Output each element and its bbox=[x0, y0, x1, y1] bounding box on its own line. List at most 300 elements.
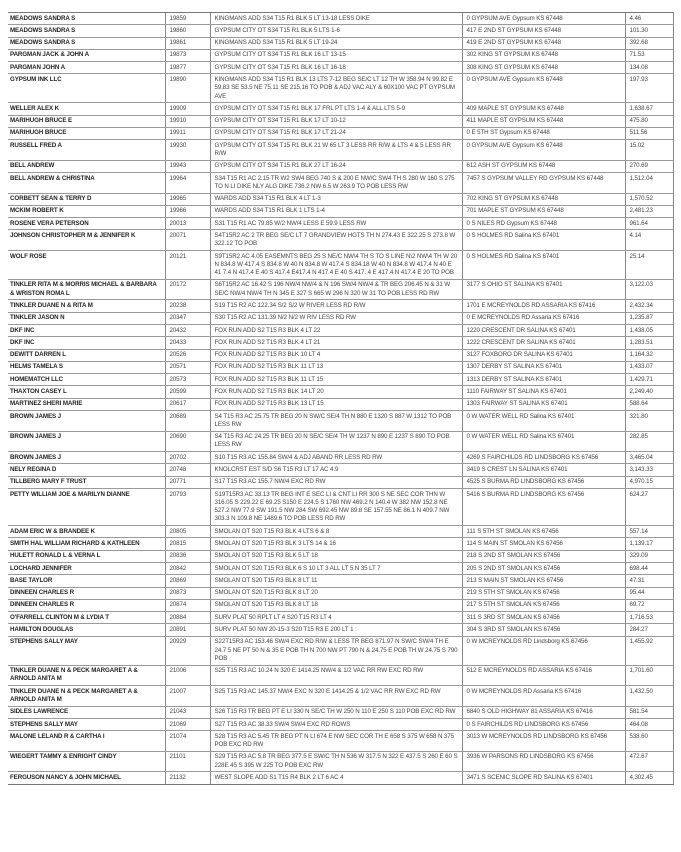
table-row bbox=[8, 250, 673, 279]
owner-cell: MEADOWS SANDRA S bbox=[8, 25, 165, 37]
owner-cell: STEPHENS SALLY MAY bbox=[8, 636, 165, 665]
table-row bbox=[8, 526, 673, 538]
amount-cell: 1,701.60 bbox=[625, 665, 673, 686]
legal-description-cell: S17 T15 R3 AC 155.7 NW/4 EXC RD RW bbox=[210, 476, 462, 488]
owner-cell: MARIHUGH BRUCE bbox=[8, 127, 165, 139]
table-row bbox=[8, 25, 673, 37]
amount-cell: 475.80 bbox=[625, 115, 673, 127]
legal-description-cell: S6T15R2 AC 16.42 S 196 NW/4 NW/4 & N 196 SW/4 NW/4 & TR BEG 206.45 N & 31 W SE/C NW/4 NW/4 TH N 345 E 327 S 665 W 296 N 320 W 31 TO POB LESS RD RW bbox=[210, 279, 462, 300]
parcel-id-cell: 20433 bbox=[165, 337, 210, 349]
owner-cell: MEADOWS SANDRA S bbox=[8, 37, 165, 49]
property-address-cell: 0 GYPSUM AVE Gypsum KS 67448 bbox=[462, 13, 625, 25]
property-address-cell: 0 S FAIRCHILDS RD LINDSBORG KS 67456 bbox=[462, 718, 625, 730]
property-address-cell: 702 KING ST GYPSUM KS 67448 bbox=[462, 193, 625, 205]
parcel-id-cell: 19861 bbox=[165, 37, 210, 49]
amount-cell: 1,235.87 bbox=[625, 312, 673, 324]
table-row bbox=[8, 37, 673, 49]
amount-cell: 4,970.15 bbox=[625, 476, 673, 488]
parcel-id-cell: 19930 bbox=[165, 140, 210, 161]
owner-cell: DINNEEN CHARLES R bbox=[8, 599, 165, 611]
legal-description-cell: WARDS ADD S34 T15 R1 BLK 4 LT 1-3 bbox=[210, 193, 462, 205]
property-address-cell: 411 MAPLE ST GYPSUM KS 67448 bbox=[462, 115, 625, 127]
property-address-cell: 409 MAPLE ST GYPSUM KS 67448 bbox=[462, 103, 625, 115]
amount-cell: 4.14 bbox=[625, 230, 673, 251]
property-address-cell: 0 W MCREYNOLDS RD Lindsborg KS 67456 bbox=[462, 636, 625, 665]
amount-cell: 1,433.07 bbox=[625, 361, 673, 373]
legal-description-cell: SMOLAN OT S20 T15 R3 BLK 8 LT 20 bbox=[210, 587, 462, 599]
legal-description-cell: GYPSUM CITY OT S34 T15 R1 BLK 27 LT 16-24 bbox=[210, 160, 462, 172]
table-row bbox=[8, 550, 673, 562]
table-row bbox=[8, 431, 673, 452]
amount-cell: 961.64 bbox=[625, 218, 673, 230]
owner-cell: TILLBERG MARY F TRUST bbox=[8, 476, 165, 488]
table-row bbox=[8, 103, 673, 115]
property-address-cell: 1307 DERBY ST SALINA KS 67401 bbox=[462, 361, 625, 373]
owner-cell: PARGMAN JOHN A bbox=[8, 62, 165, 74]
property-address-cell: 7457 S GYPSUM VALLEY RD GYPSUM KS 67448 bbox=[462, 172, 625, 193]
property-address-cell: 1303 FAIRWAY ST SALINA KS 67401 bbox=[462, 398, 625, 410]
parcel-id-cell: 21069 bbox=[165, 718, 210, 730]
amount-cell: 15.02 bbox=[625, 140, 673, 161]
parcel-id-cell: 20805 bbox=[165, 526, 210, 538]
table-row bbox=[8, 349, 673, 361]
owner-cell: MALONE LELAND R & CARTHA I bbox=[8, 731, 165, 752]
property-address-cell: 0 GYPSUM AVE Gypsum KS 67448 bbox=[462, 140, 625, 161]
amount-cell: 2,249.40 bbox=[625, 386, 673, 398]
table-row bbox=[8, 172, 673, 193]
amount-cell: 101.30 bbox=[625, 25, 673, 37]
table-row bbox=[8, 731, 673, 752]
owner-cell: STEPHENS SALLY MAY bbox=[8, 718, 165, 730]
property-address-cell: 0 GYPSUM AVE Gypsum KS 67448 bbox=[462, 74, 625, 103]
parcel-id-cell: 20748 bbox=[165, 464, 210, 476]
owner-cell: PARGMAN JACK & JOHN A bbox=[8, 49, 165, 61]
amount-cell: 1,283.51 bbox=[625, 337, 673, 349]
property-address-cell: 4525 S BURMA RD LINDSBORG KS 67456 bbox=[462, 476, 625, 488]
legal-description-cell: S9T15R2 AC 4.05 EASEMNTS BEG 25 S NE/C NW\4 TH S TO S LINE N\2 NW\4 TH W 20 N 834.8 W 417.4 S 834.8 W 40 N 834.8 W 417.4 S 834.18 W 40 N 834.8 W 417.4 N 40 E 41 7.4 N 417.4 E 40 S 417.4 E417.4 N 417.4 E 40 S 417. 4 E 417.4 N 417.4 E 20 TO POB bbox=[210, 250, 462, 279]
owner-cell: BELL ANDREW bbox=[8, 160, 165, 172]
parcel-id-cell: 20121 bbox=[165, 250, 210, 279]
property-address-cell: 1222 CRESCENT DR SALINA KS 67401 bbox=[462, 337, 625, 349]
parcel-id-cell: 20815 bbox=[165, 538, 210, 550]
property-address-cell: 3419 S CREST LN SALINA KS 67401 bbox=[462, 464, 625, 476]
amount-cell: 1,455.92 bbox=[625, 636, 673, 665]
owner-cell: TINKLER JASON N bbox=[8, 312, 165, 324]
owner-cell: SMITH HAL WILLIAM RICHARD & KATHLEEN bbox=[8, 538, 165, 550]
table-row bbox=[8, 361, 673, 373]
property-address-cell: 0 E 5TH ST Gypsum KS 67448 bbox=[462, 127, 625, 139]
parcel-id-cell: 19965 bbox=[165, 193, 210, 205]
amount-cell: 392.68 bbox=[625, 37, 673, 49]
table-row bbox=[8, 587, 673, 599]
table-row bbox=[8, 488, 673, 525]
parcel-id-cell: 20526 bbox=[165, 349, 210, 361]
owner-cell: BELL ANDREW & CHRISTINA bbox=[8, 172, 165, 193]
table-row bbox=[8, 665, 673, 686]
table-row bbox=[8, 410, 673, 431]
table-row bbox=[8, 49, 673, 61]
table-row bbox=[8, 325, 673, 337]
property-address-cell: 311 S 3RD ST SMOLAN KS 67456 bbox=[462, 612, 625, 624]
table-row bbox=[8, 218, 673, 230]
owner-cell: JOHNSON CHRISTOPHER M & JENNIFER K bbox=[8, 230, 165, 251]
parcel-id-cell: 20617 bbox=[165, 398, 210, 410]
property-address-cell: 304 S 3RD ST SMOLAN KS 67456 bbox=[462, 624, 625, 636]
parcel-id-cell: 20432 bbox=[165, 325, 210, 337]
property-address-cell: 6840 S OLD HIGHWAY 81 ASSARIA KS 67416 bbox=[462, 706, 625, 718]
legal-description-cell: S28 T15 R3 AC 5.45 TR BEG PT N LI 674 E NW SEC COR TH E 658 S 375 W 658 N 375 POB EXC RD RW bbox=[210, 731, 462, 752]
legal-description-cell: FOX RUN ADD S2 T15 R3 BLK 4 LT 22 bbox=[210, 325, 462, 337]
owner-cell: ADAM ERIC W & BRANDEE K bbox=[8, 526, 165, 538]
amount-cell: 284.27 bbox=[625, 624, 673, 636]
property-address-cell: 219 S 5TH ST SMOLAN KS 67456 bbox=[462, 587, 625, 599]
delinquent-tax-table bbox=[8, 12, 674, 785]
property-address-cell: 114 S MAIN ST SMOLAN KS 67456 bbox=[462, 538, 625, 550]
parcel-id-cell: 19877 bbox=[165, 62, 210, 74]
amount-cell: 282.85 bbox=[625, 431, 673, 452]
parcel-id-cell: 20771 bbox=[165, 476, 210, 488]
parcel-id-cell: 20891 bbox=[165, 624, 210, 636]
table-row bbox=[8, 718, 673, 730]
parcel-id-cell: 20842 bbox=[165, 562, 210, 574]
parcel-id-cell: 20874 bbox=[165, 599, 210, 611]
table-row bbox=[8, 706, 673, 718]
amount-cell: 624.27 bbox=[625, 488, 673, 525]
table-row bbox=[8, 74, 673, 103]
amount-cell: 3,465.04 bbox=[625, 452, 673, 464]
amount-cell: 134.08 bbox=[625, 62, 673, 74]
legal-description-cell: SMOLAN OT S20 T15 R3 BLK 4 LTS 6 & 8 bbox=[210, 526, 462, 538]
owner-cell: WOLF ROSE bbox=[8, 250, 165, 279]
parcel-id-cell: 21074 bbox=[165, 731, 210, 752]
parcel-id-cell: 19890 bbox=[165, 74, 210, 103]
amount-cell: 1,438.05 bbox=[625, 325, 673, 337]
table-row bbox=[8, 62, 673, 74]
table-row bbox=[8, 230, 673, 251]
table-row bbox=[8, 386, 673, 398]
table-row bbox=[8, 562, 673, 574]
legal-description-cell: KINGMANS ADD S34 T15 R1 BLK 5 LT 19-24 bbox=[210, 37, 462, 49]
owner-cell: TINKLER DUANE N & PECK MARGARET A & ARNOLD ANITA M bbox=[8, 665, 165, 686]
owner-cell: DKF INC bbox=[8, 337, 165, 349]
legal-description-cell: GYPSUM CITY OT S34 T15 R1 BLK 21 W 65 LT 3 LESS RR R/W & LTS 4 & 5 LESS RR R/W bbox=[210, 140, 462, 161]
parcel-id-cell: 19910 bbox=[165, 115, 210, 127]
table-row bbox=[8, 398, 673, 410]
parcel-id-cell: 19859 bbox=[165, 13, 210, 25]
owner-cell: ROSENE VERA PETERSON bbox=[8, 218, 165, 230]
table-row bbox=[8, 160, 673, 172]
parcel-id-cell: 20689 bbox=[165, 410, 210, 431]
amount-cell: 472.67 bbox=[625, 751, 673, 772]
table-row bbox=[8, 312, 673, 324]
property-address-cell: 5416 S BURMA RD LINDSBORG KS 67456 bbox=[462, 488, 625, 525]
property-address-cell: 0 W MCREYNOLDS RD Assaria KS 67416 bbox=[462, 686, 625, 707]
property-address-cell: 111 S 5TH ST SMOLAN KS 67456 bbox=[462, 526, 625, 538]
legal-description-cell: SMOLAN OT S20 T15 R3 BLK 8 LT 11 bbox=[210, 575, 462, 587]
parcel-id-cell: 20071 bbox=[165, 230, 210, 251]
owner-cell: RUSSELL FRED A bbox=[8, 140, 165, 161]
table-row bbox=[8, 636, 673, 665]
parcel-id-cell: 20690 bbox=[165, 431, 210, 452]
legal-description-cell: S26 T15 R3 TR BEG PT E LI 330 N SE/C TH W 250 N 110 E 250 S 110 POB EXC RD RW bbox=[210, 706, 462, 718]
amount-cell: 538.60 bbox=[625, 731, 673, 752]
property-address-cell: 0 S HOLMES RD Salina KS 67401 bbox=[462, 250, 625, 279]
parcel-id-cell: 21132 bbox=[165, 772, 210, 784]
amount-cell: 197.93 bbox=[625, 74, 673, 103]
table-row bbox=[8, 624, 673, 636]
parcel-id-cell: 20702 bbox=[165, 452, 210, 464]
legal-description-cell: GYPSUM CITY OT S34 T15 R1 BLK 16 LT 13-15 bbox=[210, 49, 462, 61]
owner-cell: PETTY WILLIAM JOE & MARILYN DIANNE bbox=[8, 488, 165, 525]
legal-description-cell: SMOLAN OT S20 T15 R3 BLK 6 S 10 LT 3 ALL LT 5 N 35 LT 7 bbox=[210, 562, 462, 574]
property-address-cell: 1313 DERBY ST SALINA KS 67401 bbox=[462, 374, 625, 386]
legal-description-cell: SURV PLAT 50 RPLT LT 4 S20 T15 R3 LT 4 bbox=[210, 612, 462, 624]
owner-cell: TINKLER RITA M & MORRIS MICHAEL & BARBARA & WRISTON ROMA L bbox=[8, 279, 165, 300]
table-row bbox=[8, 575, 673, 587]
parcel-id-cell: 21101 bbox=[165, 751, 210, 772]
table-row bbox=[8, 464, 673, 476]
property-address-cell: 308 KING ST GYPSUM KS 67448 bbox=[462, 62, 625, 74]
parcel-id-cell: 21043 bbox=[165, 706, 210, 718]
parcel-id-cell: 20599 bbox=[165, 386, 210, 398]
owner-cell: MCKIM ROBERT K bbox=[8, 205, 165, 217]
property-address-cell: 701 MAPLE ST GYPSUM KS 67448 bbox=[462, 205, 625, 217]
table-row bbox=[8, 751, 673, 772]
property-address-cell: 302 KING ST GYPSUM KS 67448 bbox=[462, 49, 625, 61]
parcel-id-cell: 20793 bbox=[165, 488, 210, 525]
legal-description-cell: WEST SLOPE ADD S1 T15 R4 BLK 2 LT 6 AC 4 bbox=[210, 772, 462, 784]
legal-description-cell: S27 T15 R3 AC 38.33 SW/4 SW/4 EXC RD ROWS bbox=[210, 718, 462, 730]
property-address-cell: 0 W WATER WELL RD Salina KS 67401 bbox=[462, 410, 625, 431]
legal-description-cell: S4T15R2 AC 2 TR BEG SE/C LT 7 GRANDVIEW HGTS TH N 274.43 E 322.25 S 273.8 W 322.12 TO POB bbox=[210, 230, 462, 251]
table-row bbox=[8, 538, 673, 550]
amount-cell: 1,164.32 bbox=[625, 349, 673, 361]
table-row bbox=[8, 337, 673, 349]
amount-cell: 698.44 bbox=[625, 562, 673, 574]
parcel-id-cell: 19909 bbox=[165, 103, 210, 115]
table-row bbox=[8, 13, 673, 25]
amount-cell: 4,302.45 bbox=[625, 772, 673, 784]
property-address-cell: 205 S 2ND ST SMOLAN KS 67456 bbox=[462, 562, 625, 574]
amount-cell: 1,512.04 bbox=[625, 172, 673, 193]
parcel-id-cell: 20573 bbox=[165, 374, 210, 386]
legal-description-cell: FOX RUN ADD S2 T15 R3 BLK 11 LT 15 bbox=[210, 374, 462, 386]
amount-cell: 2,432.34 bbox=[625, 300, 673, 312]
property-address-cell: 218 S 2ND ST SMOLAN KS 67456 bbox=[462, 550, 625, 562]
legal-description-cell: S29 T15 R3 AC 5.8 TR BEG 377.5 E SW/C TH N 536 W 317.5 N 322 E 437.5 S 260 E 60 S 228E 45 S 395 W 225 TO POB EXC RW bbox=[210, 751, 462, 772]
legal-description-cell: FOX RUN ADD S2 T15 R3 BLK 14 LT 20 bbox=[210, 386, 462, 398]
parcel-id-cell: 19966 bbox=[165, 205, 210, 217]
amount-cell: 1,432.50 bbox=[625, 686, 673, 707]
owner-cell: MARTINEZ SHERI MARIE bbox=[8, 398, 165, 410]
legal-description-cell: S30 T15 R2 AC 131.39 N/2 N/2 W RIV LESS RD RW bbox=[210, 312, 462, 324]
owner-cell: HAMILTON DOUGLAS bbox=[8, 624, 165, 636]
table-row bbox=[8, 279, 673, 300]
legal-description-cell: GYPSUM CITY OT S34 T15 R1 BLK 5 LTS 1-6 bbox=[210, 25, 462, 37]
property-address-cell: 512 E MCREYNOLDS RD ASSARIA KS 67416 bbox=[462, 665, 625, 686]
legal-description-cell: S10 T15 R3 AC 155.84 SW/4 & ADJ ABAND RR LESS RD RW bbox=[210, 452, 462, 464]
table-row bbox=[8, 772, 673, 784]
owner-cell: THAXTON CASEY L bbox=[8, 386, 165, 398]
table-row bbox=[8, 612, 673, 624]
owner-cell: HULETT RONALD L & VERNA L bbox=[8, 550, 165, 562]
parcel-id-cell: 21006 bbox=[165, 665, 210, 686]
parcel-id-cell: 19943 bbox=[165, 160, 210, 172]
parcel-id-cell: 20836 bbox=[165, 550, 210, 562]
property-address-cell: 3013 W MCREYNOLDS RD LINDSBORG KS 67456 bbox=[462, 731, 625, 752]
legal-description-cell: S25 T15 R3 AC 10.24 N 320 E 1414.25 NW/4 & 1/2 VAC RR RW EXC RD RW bbox=[210, 665, 462, 686]
legal-description-cell: S31 T15 R1 AC 79.85 W/2 NW/4 LESS E 59.9 LESS RW bbox=[210, 218, 462, 230]
table-row bbox=[8, 686, 673, 707]
amount-cell: 4.46 bbox=[625, 13, 673, 25]
legal-description-cell: SURV PLAT 50 NW 20-15-3 S20 T15 R3 E 200 LT 1 : bbox=[210, 624, 462, 636]
parcel-id-cell: 20347 bbox=[165, 312, 210, 324]
legal-description-cell: S4 T15 R3 AC 25.75 TR BEG 20 N SW/C SE/4 TH N 880 E 1320 S 887 W 1312 TO POB LESS RW bbox=[210, 410, 462, 431]
property-address-cell: 3936 W PARSONS RD LINDSBORG KS 67456 bbox=[462, 751, 625, 772]
owner-cell: BASE TAYLOR bbox=[8, 575, 165, 587]
property-address-cell: 419 E 2ND ST GYPSUM KS 67448 bbox=[462, 37, 625, 49]
owner-cell: BROWN JAMES J bbox=[8, 431, 165, 452]
legal-description-cell: GYPSUM CITY OT S34 T15 R1 BLK 17 FRL PT LTS 1-4 & ALL LTS 5-9 bbox=[210, 103, 462, 115]
amount-cell: 2,481.23 bbox=[625, 205, 673, 217]
owner-cell: HELMS TAMELA S bbox=[8, 361, 165, 373]
legal-description-cell: GYPSUM CITY OT S34 T15 R1 BLK 16 LT 16-18 bbox=[210, 62, 462, 74]
property-address-cell: 0 W WATER WELL RD Salina KS 67401 bbox=[462, 431, 625, 452]
amount-cell: 1,638.67 bbox=[625, 103, 673, 115]
legal-description-cell: KNOLCRST EST S/D S6 T15 R3 LT 17 AC 4.9 bbox=[210, 464, 462, 476]
property-address-cell: 1110 FAIRWAY ST SALINA KS 67401 bbox=[462, 386, 625, 398]
table-row bbox=[8, 193, 673, 205]
parcel-id-cell: 19860 bbox=[165, 25, 210, 37]
parcel-id-cell: 20884 bbox=[165, 612, 210, 624]
legal-description-cell: FOX RUN ADD S2 T15 R3 BLK 4 LT 21 bbox=[210, 337, 462, 349]
legal-description-cell: FOX RUN ADD S2 T15 R3 BLK 13 LT 15 bbox=[210, 398, 462, 410]
parcel-id-cell: 20929 bbox=[165, 636, 210, 665]
legal-description-cell: S19 T15 R2 AC 122.34 S/2 S/2 W RIVER LESS RD R/W bbox=[210, 300, 462, 312]
table-row bbox=[8, 476, 673, 488]
amount-cell: 321.80 bbox=[625, 410, 673, 431]
amount-cell: 47.31 bbox=[625, 575, 673, 587]
owner-cell: CORBETT SEAN & TERRY D bbox=[8, 193, 165, 205]
legal-description-cell: WARDS ADD S34 T15 R1 BLK 1 LTS 1-4 bbox=[210, 205, 462, 217]
property-address-cell: 612 ASH ST GYPSUM KS 67448 bbox=[462, 160, 625, 172]
amount-cell: 1,139.17 bbox=[625, 538, 673, 550]
property-address-cell: 0 S HOLMES RD Salina KS 67401 bbox=[462, 230, 625, 251]
amount-cell: 1,429.71 bbox=[625, 374, 673, 386]
owner-cell: DINNEEN CHARLES R bbox=[8, 587, 165, 599]
amount-cell: 464.08 bbox=[625, 718, 673, 730]
property-address-cell: 0 E MCREYNOLDS RD Assaria KS 67416 bbox=[462, 312, 625, 324]
table-row bbox=[8, 127, 673, 139]
parcel-id-cell: 20873 bbox=[165, 587, 210, 599]
parcel-id-cell: 19964 bbox=[165, 172, 210, 193]
property-address-cell: 0 S NILES RD Gypsum KS 67448 bbox=[462, 218, 625, 230]
legal-description-cell: SMOLAN OT S20 T15 R3 BLK 5 LT 18 bbox=[210, 550, 462, 562]
parcel-id-cell: 19911 bbox=[165, 127, 210, 139]
amount-cell: 1,570.52 bbox=[625, 193, 673, 205]
amount-cell: 3,122.03 bbox=[625, 279, 673, 300]
owner-cell: O'FARRELL CLINTON M & LYDIA T bbox=[8, 612, 165, 624]
amount-cell: 95.44 bbox=[625, 587, 673, 599]
parcel-id-cell: 20013 bbox=[165, 218, 210, 230]
legal-description-cell: FOX RUN ADD S2 T15 R3 BLK 11 LT 13 bbox=[210, 361, 462, 373]
owner-cell: FERGUSON NANCY & JOHN MICHAEL bbox=[8, 772, 165, 784]
property-address-cell: 217 S 5TH ST SMOLAN KS 67456 bbox=[462, 599, 625, 611]
parcel-id-cell: 20172 bbox=[165, 279, 210, 300]
table-row bbox=[8, 300, 673, 312]
parcel-id-cell: 20869 bbox=[165, 575, 210, 587]
parcel-id-cell: 20238 bbox=[165, 300, 210, 312]
table-row bbox=[8, 140, 673, 161]
legal-description-cell: KINGMANS ADD S34 T15 R1 BLK 13 LTS 7-12 BEG SE/C LT 12 TH W 358.94 N 99.82 E 59.83 SE 53.5 NE 75.11 SE 215.16 TO POB & ADJ VAC ALY & 60X100 VAC PT GYPSUM AVE bbox=[210, 74, 462, 103]
owner-cell: DEWITT DARREN L bbox=[8, 349, 165, 361]
owner-cell: TINKLER DUANE N & RITA M bbox=[8, 300, 165, 312]
legal-description-cell: S34 T15 R1 AC 2.15 TR W2 SW4 BEG 740 S & 200 E NW/C SW4 TH S 280 W 160 S 275 TO N LI DIKE NLY ALG DIKE 736.2 NW 6.5 W 263.9 TO POB LESS RW bbox=[210, 172, 462, 193]
legal-description-cell: S25 T15 R3 AC 145.37 NW/4 EXC N 320 E 1414.25 & 1/2 VAC RR RW EXC RD RW bbox=[210, 686, 462, 707]
owner-cell: NELY REGINA D bbox=[8, 464, 165, 476]
owner-cell: BROWN JAMES J bbox=[8, 410, 165, 431]
amount-cell: 71.53 bbox=[625, 49, 673, 61]
property-address-cell: 213 S MAIN ST SMOLAN KS 67456 bbox=[462, 575, 625, 587]
amount-cell: 588.64 bbox=[625, 398, 673, 410]
legal-description-cell: SMOLAN OT S20 T15 R3 BLK 3 LTS 14 & 16 bbox=[210, 538, 462, 550]
property-address-cell: 3177 S OHIO ST SALINA KS 67401 bbox=[462, 279, 625, 300]
amount-cell: 581.54 bbox=[625, 706, 673, 718]
table-body bbox=[8, 13, 673, 785]
owner-cell: GYPSUM INK LLC bbox=[8, 74, 165, 103]
owner-cell: TINKLER DUANE N & PECK MARGARET A & ARNOLD ANITA M bbox=[8, 686, 165, 707]
owner-cell: MARIHUGH BRUCE E bbox=[8, 115, 165, 127]
property-address-cell: 3471 S SCENIC SLOPE RD SALINA KS 67401 bbox=[462, 772, 625, 784]
owner-cell: DKF INC bbox=[8, 325, 165, 337]
legal-description-cell: KINGMANS ADD S34 T15 R1 BLK 5 LT 13-18 LESS DIKE bbox=[210, 13, 462, 25]
property-address-cell: 3127 FOXBORO DR SALINA KS 67401 bbox=[462, 349, 625, 361]
owner-cell: WELLER ALEX K bbox=[8, 103, 165, 115]
amount-cell: 557.14 bbox=[625, 526, 673, 538]
parcel-id-cell: 20571 bbox=[165, 361, 210, 373]
owner-cell: HOMEMATCH LLC bbox=[8, 374, 165, 386]
parcel-id-cell: 19873 bbox=[165, 49, 210, 61]
owner-cell: BROWN JAMES J bbox=[8, 452, 165, 464]
parcel-id-cell: 21007 bbox=[165, 686, 210, 707]
legal-description-cell: S4 T15 R3 AC 24.25 TR BEG 20 N SE/C SE/4 TH W 1237 N 890 E 1237 S 890 TO POB LESS RW bbox=[210, 431, 462, 452]
legal-description-cell: FOX RUN ADD S2 T15 R3 BLK 10 LT 4 bbox=[210, 349, 462, 361]
table-row bbox=[8, 374, 673, 386]
property-address-cell: 1701 E MCREYNOLDS RD ASSARIA KS 67416 bbox=[462, 300, 625, 312]
owner-cell: SIDLES LAWRENCE bbox=[8, 706, 165, 718]
amount-cell: 69.72 bbox=[625, 599, 673, 611]
owner-cell: LOCHARD JENNIFER bbox=[8, 562, 165, 574]
property-address-cell: 417 E 2ND ST GYPSUM KS 67448 bbox=[462, 25, 625, 37]
table-row bbox=[8, 599, 673, 611]
owner-cell: WIEGERT TAMMY & ENRIGHT CINDY bbox=[8, 751, 165, 772]
legal-description-cell: S19T15R3 AC 33.13 TR BEG INT E SEC LI & CNT LI RR 300 S NE SEC COR THN W 316.05 S 229.22 E 69.25 S150 E 224.5 S 1760 NW 469.2 N 140.4 W 382 NW 152.8 NE 527.2 NW 77.9 SW 191.5 NW 284 SW 692.45 NW 89.8 SE 157.55 NE 86.1 N 409.7 NW 303.3 N 109.8 NE 1489.6 TO POB LESS RD RW bbox=[210, 488, 462, 525]
owner-cell: MEADOWS SANDRA S bbox=[8, 13, 165, 25]
table-row bbox=[8, 205, 673, 217]
legal-description-cell: S22T15R3 AC 153.46 SW/4 EXC RD R/W & LESS TR BEG 871.97 N SW/C SW/4 TH E 24.7 5 NE PT 50 N & 35 E POB TH N 700 NW PT 790 N & 24.75 E POB TH W 24.75 S 790 POB bbox=[210, 636, 462, 665]
amount-cell: 270.69 bbox=[625, 160, 673, 172]
amount-cell: 1,716.53 bbox=[625, 612, 673, 624]
amount-cell: 25.14 bbox=[625, 250, 673, 279]
amount-cell: 511.56 bbox=[625, 127, 673, 139]
table-row bbox=[8, 115, 673, 127]
legal-description-cell: GYPSUM CITY OT S34 T15 R1 BLK 17 LT 21-24 bbox=[210, 127, 462, 139]
legal-description-cell: GYPSUM CITY OT S34 T15 R1 BLK 17 LT 10-12 bbox=[210, 115, 462, 127]
amount-cell: 329.09 bbox=[625, 550, 673, 562]
table-row bbox=[8, 452, 673, 464]
amount-cell: 3,143.33 bbox=[625, 464, 673, 476]
legal-description-cell: SMOLAN OT S20 T15 R3 BLK 8 LT 18 bbox=[210, 599, 462, 611]
